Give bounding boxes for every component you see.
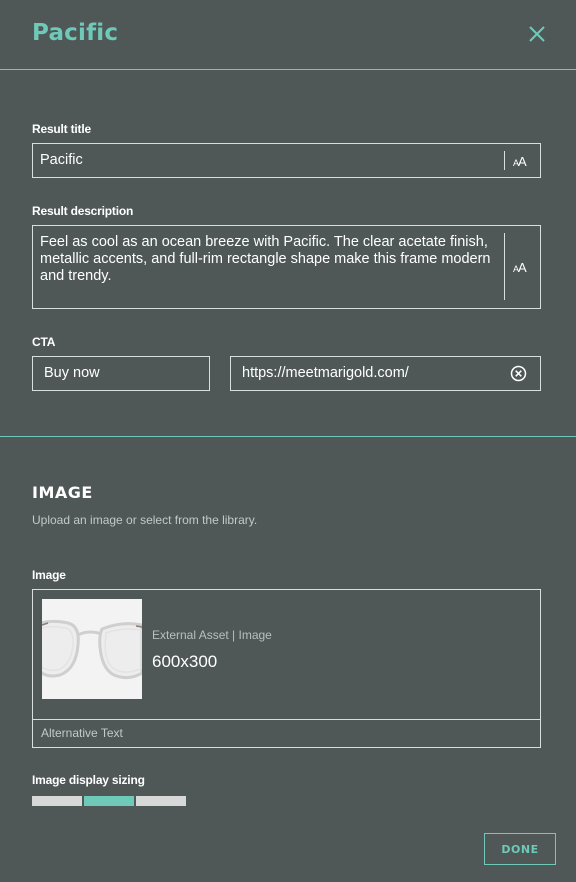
section-divider — [0, 436, 576, 437]
font-size-icon[interactable]: AA — [513, 260, 526, 275]
cta-button-text-value: Buy now — [44, 365, 100, 381]
cta-url-value: https://meetmarigold.com/ — [242, 365, 409, 381]
cta-label: CTA — [32, 335, 56, 349]
glasses-image — [42, 599, 142, 699]
image-section-subtitle: Upload an image or select from the library. — [32, 513, 258, 527]
panel-header — [0, 0, 576, 70]
close-icon[interactable] — [526, 23, 548, 45]
result-description-label: Result description — [32, 204, 134, 218]
sizing-option-small[interactable] — [32, 796, 82, 806]
format-divider — [504, 151, 505, 170]
image-picker-divider — [33, 719, 540, 720]
alt-text-input[interactable]: Alternative Text — [41, 726, 123, 740]
clear-circle-icon[interactable] — [510, 365, 527, 382]
sizing-option-large[interactable] — [136, 796, 186, 806]
result-title-input[interactable] — [32, 143, 541, 178]
result-title-value: Pacific — [40, 152, 83, 168]
asset-dimensions: 600x300 — [152, 652, 218, 671]
image-sizing-label: Image display sizing — [32, 773, 145, 787]
result-description-value: Feel as cool as an ocean breeze with Pacific. The clear acetate finish, metallic accents, and full-rim rectangle shape make this frame modern and trendy. — [40, 234, 491, 284]
format-divider — [504, 233, 505, 300]
image-label: Image — [32, 568, 66, 582]
sizing-option-medium[interactable] — [84, 796, 134, 806]
result-title-label: Result title — [32, 122, 91, 136]
asset-meta: External Asset | Image — [152, 628, 272, 642]
done-button[interactable]: DONE — [484, 833, 556, 865]
panel-title: Pacific — [32, 20, 119, 46]
image-section-title: IMAGE — [32, 483, 93, 502]
font-size-icon[interactable]: AA — [513, 154, 526, 169]
image-thumbnail[interactable] — [42, 599, 142, 699]
